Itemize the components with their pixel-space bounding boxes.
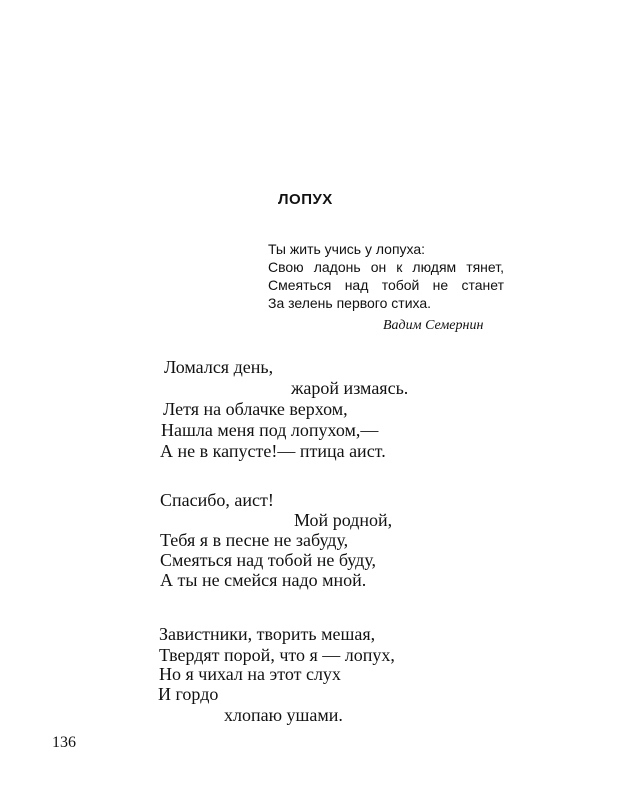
poem-title: ЛОПУХ xyxy=(278,191,333,208)
page-number: 136 xyxy=(52,734,76,751)
epigraph-line: Смеяться над тобой не станет xyxy=(268,277,504,293)
epigraph-author: Вадим Семернин xyxy=(383,318,484,333)
poem-line: Ломался день, xyxy=(164,357,274,377)
poem-line: хлопаю ушами. xyxy=(224,705,343,725)
poem-line: Завистники, творить мешая, xyxy=(159,624,376,644)
poem-line: Мой родной, xyxy=(294,510,393,530)
poem-line: Твердят порой, что я — лопух, xyxy=(159,645,395,665)
poem-line: А не в капусте!— птица аист. xyxy=(160,441,386,461)
poem-line: жарой измаясь. xyxy=(291,378,409,398)
poem-line: Но я чихал на этот слух xyxy=(159,664,341,684)
epigraph-line: Ты жить учись у лопуха: xyxy=(268,241,426,257)
poem-line: Смеяться над тобой не буду, xyxy=(160,550,377,570)
epigraph-line: За зелень первого стиха. xyxy=(268,295,432,311)
poem-line: Тебя я в песне не забуду, xyxy=(160,530,349,550)
poem-line: Летя на облачке верхом, xyxy=(163,399,348,419)
poem-line: Спасибо, аист! xyxy=(160,490,274,510)
poem-line: И гордо xyxy=(158,684,219,704)
epigraph xyxy=(268,240,504,312)
poem-line: Нашла меня под лопухом,— xyxy=(161,420,379,440)
epigraph-line: Свою ладонь он к людям тянет, xyxy=(268,259,504,275)
poem-line: А ты не смейся надо мной. xyxy=(160,570,367,590)
